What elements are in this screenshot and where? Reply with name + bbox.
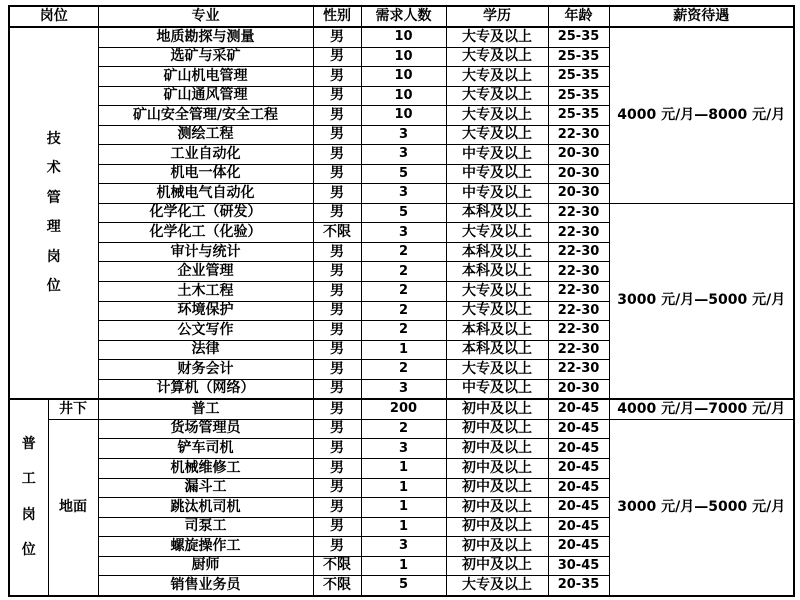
gender-cell: 男 <box>313 458 361 478</box>
education-cell: 中专及以上 <box>446 379 548 399</box>
gender-cell: 男 <box>313 321 361 341</box>
count-cell: 5 <box>361 203 446 223</box>
gender-cell: 男 <box>313 498 361 518</box>
gender-cell: 男 <box>313 419 361 439</box>
age-cell: 25-35 <box>548 47 609 67</box>
gender-cell: 男 <box>313 478 361 498</box>
education-cell: 大专及以上 <box>446 125 548 145</box>
count-cell: 1 <box>361 556 446 576</box>
count-cell: 3 <box>361 223 446 243</box>
count-cell: 3 <box>361 439 446 459</box>
col-header-major: 专业 <box>98 6 313 27</box>
count-cell: 5 <box>361 164 446 184</box>
education-cell: 中专及以上 <box>446 164 548 184</box>
count-cell: 3 <box>361 537 446 557</box>
gender-cell: 男 <box>313 145 361 165</box>
count-cell: 3 <box>361 379 446 399</box>
age-cell: 20-45 <box>548 439 609 459</box>
table-body <box>9 27 794 596</box>
education-cell: 初中及以上 <box>446 458 548 478</box>
major-cell: 化学化工（化验） <box>98 223 313 243</box>
location-cell: 地面 <box>48 419 98 596</box>
table-row <box>9 27 794 47</box>
gender-cell: 不限 <box>313 576 361 596</box>
major-cell: 工业自动化 <box>98 145 313 165</box>
age-cell: 25-35 <box>548 106 609 126</box>
gender-cell: 男 <box>313 340 361 360</box>
age-cell: 20-45 <box>548 399 609 419</box>
major-cell: 化学化工（研发） <box>98 203 313 223</box>
education-cell: 初中及以上 <box>446 498 548 518</box>
age-cell: 20-45 <box>548 458 609 478</box>
age-cell: 22-30 <box>548 360 609 380</box>
age-cell: 20-45 <box>548 498 609 518</box>
major-cell: 环境保护 <box>98 301 313 321</box>
major-cell: 计算机（网络） <box>98 379 313 399</box>
major-cell: 法律 <box>98 340 313 360</box>
gender-cell: 男 <box>313 27 361 47</box>
age-cell: 20-45 <box>548 419 609 439</box>
gender-cell: 男 <box>313 282 361 302</box>
gender-cell: 男 <box>313 439 361 459</box>
gender-cell: 男 <box>313 164 361 184</box>
education-cell: 本科及以上 <box>446 262 548 282</box>
gender-cell: 男 <box>313 47 361 67</box>
education-cell: 大专及以上 <box>446 67 548 87</box>
age-cell: 22-30 <box>548 301 609 321</box>
age-cell: 30-45 <box>548 556 609 576</box>
education-cell: 初中及以上 <box>446 537 548 557</box>
education-cell: 本科及以上 <box>446 242 548 262</box>
gender-cell: 男 <box>313 184 361 204</box>
major-cell: 机电一体化 <box>98 164 313 184</box>
position-group-general-cell <box>9 399 48 596</box>
col-header-education: 学历 <box>446 6 548 27</box>
major-cell: 地质勘探与测量 <box>98 27 313 47</box>
age-cell: 25-35 <box>548 86 609 106</box>
major-cell: 审计与统计 <box>98 242 313 262</box>
major-cell: 公文写作 <box>98 321 313 341</box>
age-cell: 25-35 <box>548 27 609 47</box>
major-cell: 机械维修工 <box>98 458 313 478</box>
education-cell: 本科及以上 <box>446 340 548 360</box>
education-cell: 大专及以上 <box>446 47 548 67</box>
count-cell: 2 <box>361 419 446 439</box>
education-cell: 初中及以上 <box>446 399 548 419</box>
education-cell: 大专及以上 <box>446 86 548 106</box>
education-cell: 大专及以上 <box>446 360 548 380</box>
education-cell: 大专及以上 <box>446 576 548 596</box>
major-cell: 货场管理员 <box>98 419 313 439</box>
education-cell: 中专及以上 <box>446 145 548 165</box>
count-cell: 2 <box>361 360 446 380</box>
age-cell: 20-45 <box>548 537 609 557</box>
age-cell: 20-30 <box>548 145 609 165</box>
count-cell: 2 <box>361 242 446 262</box>
education-cell: 初中及以上 <box>446 439 548 459</box>
salary-cell: 4000 元/月—8000 元/月 <box>609 27 794 203</box>
age-cell: 22-30 <box>548 282 609 302</box>
salary-cell: 3000 元/月—5000 元/月 <box>609 419 794 596</box>
gender-cell: 男 <box>313 262 361 282</box>
major-cell: 财务会计 <box>98 360 313 380</box>
gender-cell: 男 <box>313 125 361 145</box>
major-cell: 漏斗工 <box>98 478 313 498</box>
col-header-headcount: 需求人数 <box>361 6 446 27</box>
age-cell: 22-30 <box>548 242 609 262</box>
age-cell: 20-30 <box>548 379 609 399</box>
education-cell: 初中及以上 <box>446 478 548 498</box>
age-cell: 22-30 <box>548 321 609 341</box>
major-cell: 厨师 <box>98 556 313 576</box>
age-cell: 20-45 <box>548 517 609 537</box>
count-cell: 2 <box>361 301 446 321</box>
count-cell: 2 <box>361 262 446 282</box>
education-cell: 大专及以上 <box>446 282 548 302</box>
age-cell: 25-35 <box>548 67 609 87</box>
location-cell: 井下 <box>48 399 98 419</box>
count-cell: 3 <box>361 145 446 165</box>
major-cell: 土木工程 <box>98 282 313 302</box>
major-cell: 跳汰机司机 <box>98 498 313 518</box>
education-cell: 中专及以上 <box>446 184 548 204</box>
major-cell: 矿山机电管理 <box>98 67 313 87</box>
gender-cell: 男 <box>313 242 361 262</box>
gender-cell: 男 <box>313 203 361 223</box>
education-cell: 大专及以上 <box>446 301 548 321</box>
table-row <box>9 203 794 223</box>
salary-cell: 3000 元/月—5000 元/月 <box>609 203 794 399</box>
education-cell: 大专及以上 <box>446 223 548 243</box>
position-group-tech-cell <box>9 27 98 399</box>
gender-cell: 不限 <box>313 223 361 243</box>
age-cell: 20-45 <box>548 478 609 498</box>
age-cell: 22-30 <box>548 125 609 145</box>
major-cell: 测绘工程 <box>98 125 313 145</box>
major-cell: 矿山通风管理 <box>98 86 313 106</box>
age-cell: 22-30 <box>548 223 609 243</box>
count-cell: 2 <box>361 321 446 341</box>
count-cell: 1 <box>361 517 446 537</box>
count-cell: 1 <box>361 478 446 498</box>
position-group-label: 普 工 岗 位 <box>21 435 36 559</box>
education-cell: 初中及以上 <box>446 419 548 439</box>
major-cell: 螺旋操作工 <box>98 537 313 557</box>
count-cell: 10 <box>361 47 446 67</box>
education-cell: 大专及以上 <box>446 106 548 126</box>
gender-cell: 男 <box>313 67 361 87</box>
col-header-gender: 性别 <box>313 6 361 27</box>
table-row <box>9 399 794 419</box>
col-header-salary: 薪资待遇 <box>609 6 794 27</box>
major-cell: 铲车司机 <box>98 439 313 459</box>
major-cell: 销售业务员 <box>98 576 313 596</box>
major-cell: 矿山安全管理/安全工程 <box>98 106 313 126</box>
education-cell: 初中及以上 <box>446 556 548 576</box>
count-cell: 10 <box>361 106 446 126</box>
education-cell: 初中及以上 <box>446 517 548 537</box>
gender-cell: 男 <box>313 379 361 399</box>
gender-cell: 不限 <box>313 556 361 576</box>
age-cell: 20-35 <box>548 576 609 596</box>
gender-cell: 男 <box>313 86 361 106</box>
major-cell: 选矿与采矿 <box>98 47 313 67</box>
age-cell: 22-30 <box>548 262 609 282</box>
age-cell: 20-30 <box>548 164 609 184</box>
major-cell: 机械电气自动化 <box>98 184 313 204</box>
gender-cell: 男 <box>313 517 361 537</box>
table-row <box>9 419 794 439</box>
position-group-label: 技 术 管 理 岗 位 <box>46 130 61 294</box>
major-cell: 司泵工 <box>98 517 313 537</box>
col-header-age: 年龄 <box>548 6 609 27</box>
count-cell: 2 <box>361 282 446 302</box>
count-cell: 1 <box>361 340 446 360</box>
table-header-row <box>9 6 794 27</box>
count-cell: 10 <box>361 27 446 47</box>
count-cell: 3 <box>361 184 446 204</box>
count-cell: 10 <box>361 67 446 87</box>
education-cell: 本科及以上 <box>446 203 548 223</box>
age-cell: 22-30 <box>548 203 609 223</box>
education-cell: 本科及以上 <box>446 321 548 341</box>
education-cell: 大专及以上 <box>446 27 548 47</box>
gender-cell: 男 <box>313 537 361 557</box>
count-cell: 1 <box>361 458 446 478</box>
major-cell: 企业管理 <box>98 262 313 282</box>
count-cell: 5 <box>361 576 446 596</box>
age-cell: 22-30 <box>548 340 609 360</box>
gender-cell: 男 <box>313 106 361 126</box>
count-cell: 1 <box>361 498 446 518</box>
recruitment-table <box>8 5 795 597</box>
age-cell: 20-30 <box>548 184 609 204</box>
gender-cell: 男 <box>313 360 361 380</box>
major-cell: 普工 <box>98 399 313 419</box>
gender-cell: 男 <box>313 301 361 321</box>
gender-cell: 男 <box>313 399 361 419</box>
count-cell: 200 <box>361 399 446 419</box>
count-cell: 3 <box>361 125 446 145</box>
col-header-position: 岗位 <box>9 6 98 27</box>
salary-cell: 4000 元/月—7000 元/月 <box>609 399 794 419</box>
count-cell: 10 <box>361 86 446 106</box>
